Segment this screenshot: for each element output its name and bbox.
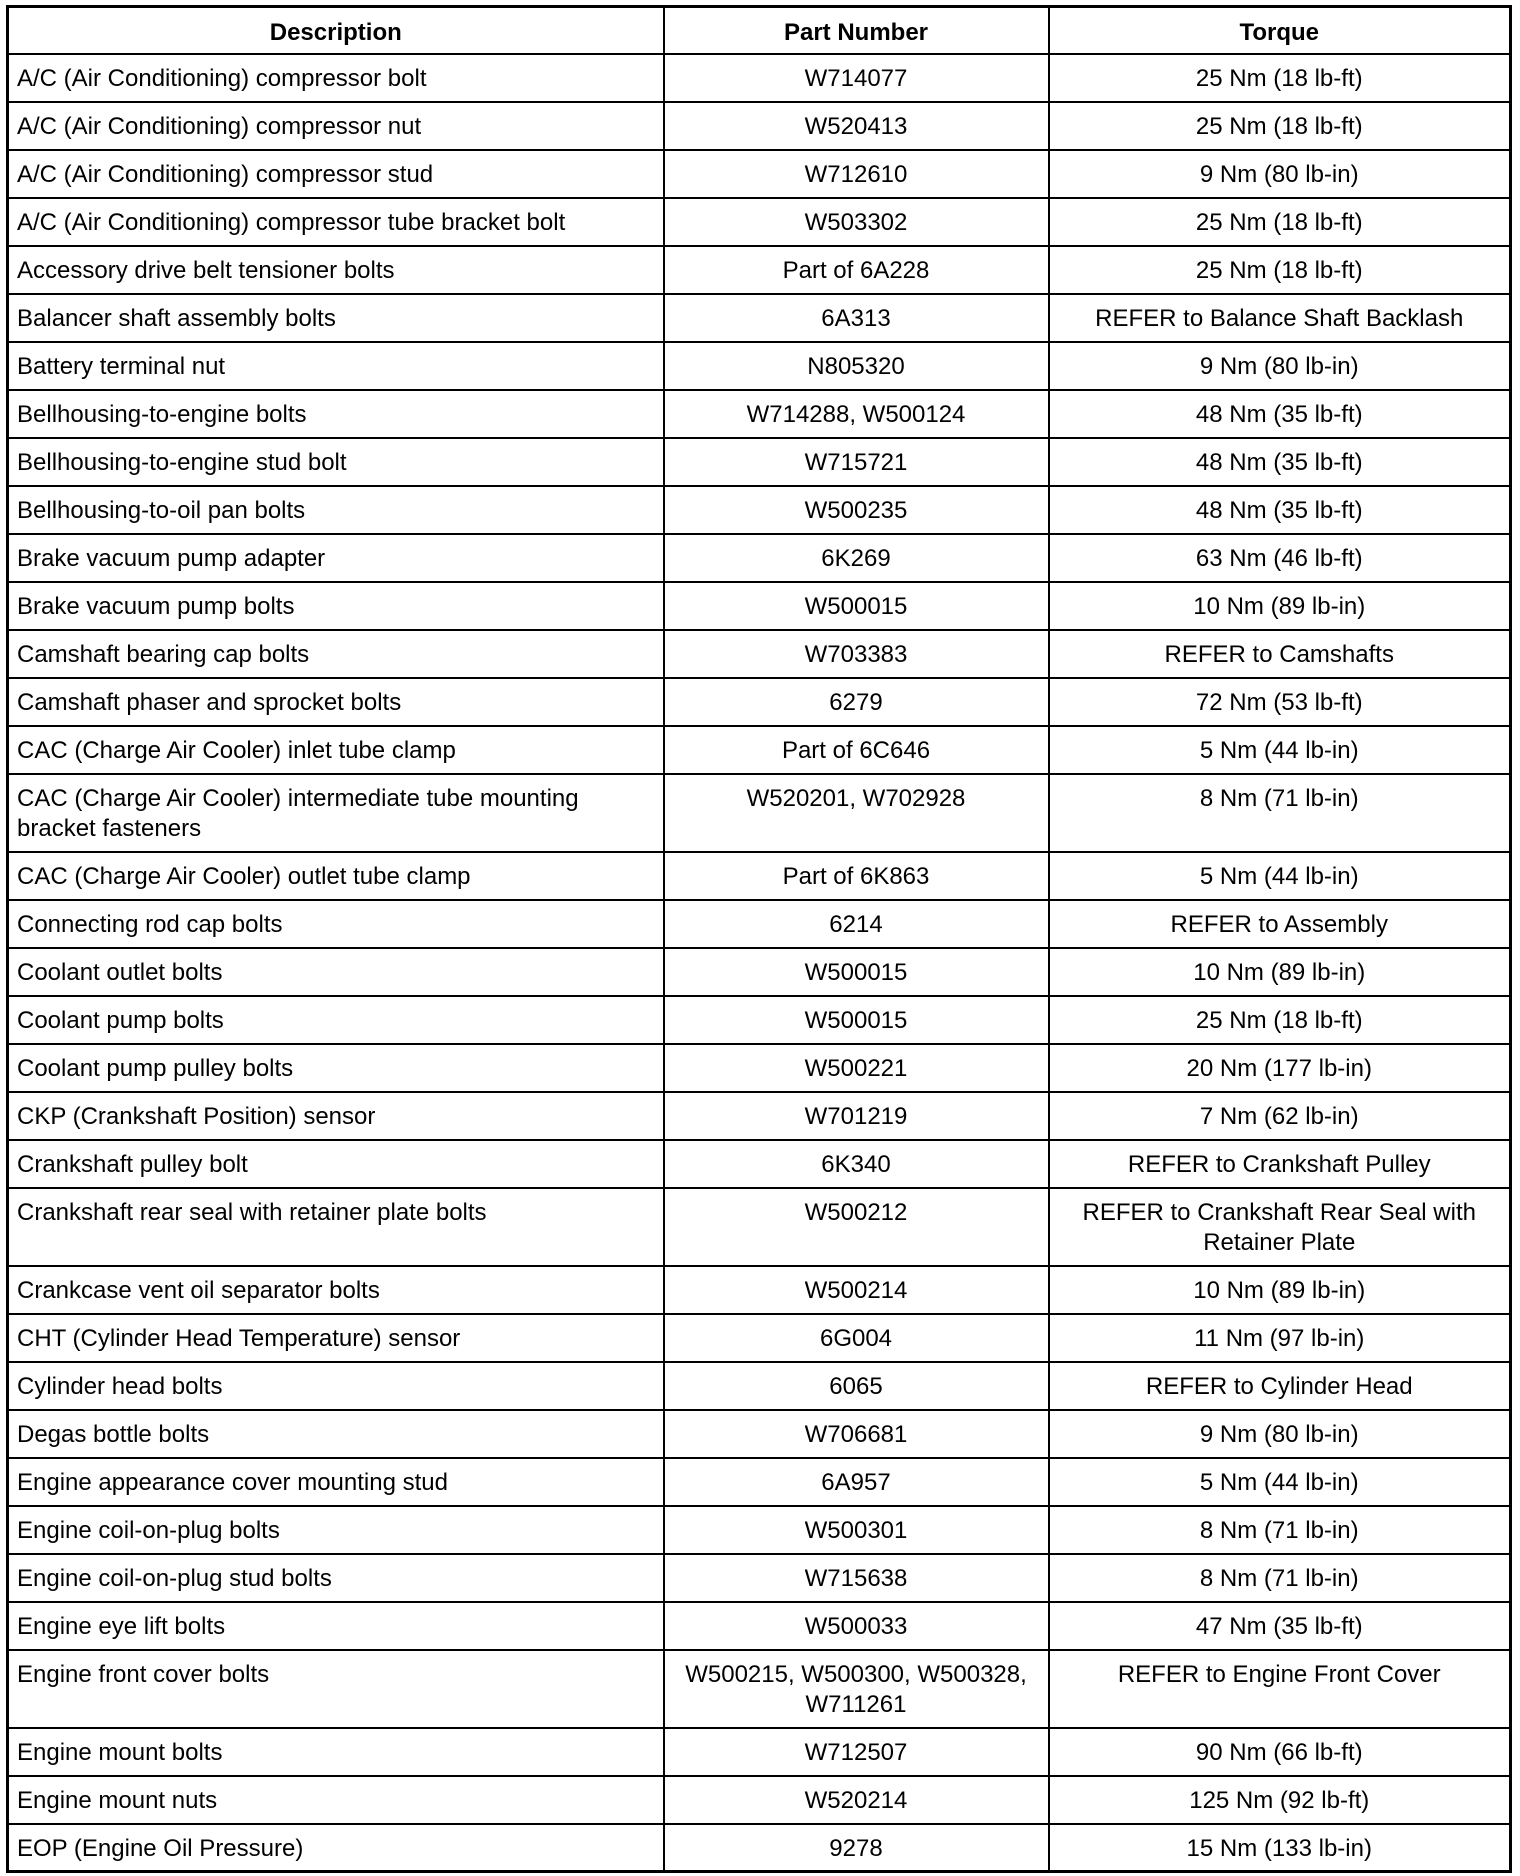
part-number-cell: W520201, W702928 xyxy=(664,774,1049,852)
part-number-cell: W714077 xyxy=(664,54,1049,102)
table-row xyxy=(8,1092,1511,1140)
part-number-cell: W500212 xyxy=(664,1188,1049,1266)
part-number-cell: W500301 xyxy=(664,1506,1049,1554)
table-row xyxy=(8,1776,1511,1824)
torque-spec-sheet xyxy=(6,5,1509,1873)
table-row xyxy=(8,246,1511,294)
table-row xyxy=(8,1410,1511,1458)
part-number-cell: W715721 xyxy=(664,438,1049,486)
part-number-cell: W500033 xyxy=(664,1602,1049,1650)
part-number-cell: 6A313 xyxy=(664,294,1049,342)
torque-cell: 5 Nm (44 lb-in) xyxy=(1049,726,1511,774)
description-cell: CHT (Cylinder Head Temperature) sensor xyxy=(8,1314,664,1362)
description-cell: Coolant pump bolts xyxy=(8,996,664,1044)
part-number-cell: W520214 xyxy=(664,1776,1049,1824)
torque-cell: REFER to Cylinder Head xyxy=(1049,1362,1511,1410)
table-row xyxy=(8,198,1511,246)
torque-cell: REFER to Balance Shaft Backlash xyxy=(1049,294,1511,342)
table-row xyxy=(8,54,1511,102)
table-row xyxy=(8,438,1511,486)
table-row xyxy=(8,1044,1511,1092)
table-row xyxy=(8,1554,1511,1602)
part-number-cell: W500215, W500300, W500328, W711261 xyxy=(664,1650,1049,1728)
torque-cell: REFER to Camshafts xyxy=(1049,630,1511,678)
table-row xyxy=(8,726,1511,774)
part-number-cell: 6214 xyxy=(664,900,1049,948)
part-number-cell: W715638 xyxy=(664,1554,1049,1602)
part-number-cell: W500015 xyxy=(664,948,1049,996)
table-row xyxy=(8,102,1511,150)
description-cell: Engine appearance cover mounting stud xyxy=(8,1458,664,1506)
description-cell: CAC (Charge Air Cooler) intermediate tube mounting bracket fasteners xyxy=(8,774,664,852)
torque-cell: 10 Nm (89 lb-in) xyxy=(1049,948,1511,996)
table-row xyxy=(8,150,1511,198)
torque-cell: 72 Nm (53 lb-ft) xyxy=(1049,678,1511,726)
table-row xyxy=(8,678,1511,726)
torque-cell: 8 Nm (71 lb-in) xyxy=(1049,1506,1511,1554)
torque-cell: 48 Nm (35 lb-ft) xyxy=(1049,438,1511,486)
table-row xyxy=(8,630,1511,678)
torque-cell: 90 Nm (66 lb-ft) xyxy=(1049,1728,1511,1776)
description-cell: Connecting rod cap bolts xyxy=(8,900,664,948)
torque-cell: REFER to Crankshaft Rear Seal with Retainer Plate xyxy=(1049,1188,1511,1266)
part-number-cell: W714288, W500124 xyxy=(664,390,1049,438)
description-cell: Bellhousing-to-engine bolts xyxy=(8,390,664,438)
torque-cell: REFER to Engine Front Cover xyxy=(1049,1650,1511,1728)
torque-cell: 48 Nm (35 lb-ft) xyxy=(1049,390,1511,438)
description-cell: Balancer shaft assembly bolts xyxy=(8,294,664,342)
torque-cell: 9 Nm (80 lb-in) xyxy=(1049,1410,1511,1458)
description-cell: CKP (Crankshaft Position) sensor xyxy=(8,1092,664,1140)
description-cell: Coolant outlet bolts xyxy=(8,948,664,996)
torque-cell: 8 Nm (71 lb-in) xyxy=(1049,774,1511,852)
part-number-cell: 6G004 xyxy=(664,1314,1049,1362)
part-number-cell: W706681 xyxy=(664,1410,1049,1458)
header-row xyxy=(8,7,1511,54)
table-row xyxy=(8,294,1511,342)
description-cell: Engine eye lift bolts xyxy=(8,1602,664,1650)
description-cell: A/C (Air Conditioning) compressor tube bracket bolt xyxy=(8,198,664,246)
table-row xyxy=(8,1362,1511,1410)
part-number-cell: W500221 xyxy=(664,1044,1049,1092)
table-header xyxy=(8,7,1511,54)
column-header-part-number: Part Number xyxy=(664,7,1049,54)
table-row xyxy=(8,1140,1511,1188)
part-number-cell: 6065 xyxy=(664,1362,1049,1410)
table-row xyxy=(8,996,1511,1044)
table-row xyxy=(8,1650,1511,1728)
description-cell: Engine coil-on-plug stud bolts xyxy=(8,1554,664,1602)
torque-cell: REFER to Assembly xyxy=(1049,900,1511,948)
description-cell: Bellhousing-to-engine stud bolt xyxy=(8,438,664,486)
description-cell: Battery terminal nut xyxy=(8,342,664,390)
description-cell: Accessory drive belt tensioner bolts xyxy=(8,246,664,294)
torque-cell: 10 Nm (89 lb-in) xyxy=(1049,1266,1511,1314)
table-row xyxy=(8,1314,1511,1362)
description-cell: A/C (Air Conditioning) compressor bolt xyxy=(8,54,664,102)
part-number-cell: 6A957 xyxy=(664,1458,1049,1506)
description-cell: Bellhousing-to-oil pan bolts xyxy=(8,486,664,534)
description-cell: Brake vacuum pump adapter xyxy=(8,534,664,582)
torque-cell: 25 Nm (18 lb-ft) xyxy=(1049,996,1511,1044)
torque-cell: 11 Nm (97 lb-in) xyxy=(1049,1314,1511,1362)
part-number-cell: W703383 xyxy=(664,630,1049,678)
part-number-cell: Part of 6K863 xyxy=(664,852,1049,900)
table-row xyxy=(8,1188,1511,1266)
table-row xyxy=(8,948,1511,996)
torque-cell: 10 Nm (89 lb-in) xyxy=(1049,582,1511,630)
part-number-cell: W503302 xyxy=(664,198,1049,246)
torque-cell: 8 Nm (71 lb-in) xyxy=(1049,1554,1511,1602)
description-cell: EOP (Engine Oil Pressure) xyxy=(8,1824,664,1872)
torque-cell: 7 Nm (62 lb-in) xyxy=(1049,1092,1511,1140)
torque-cell: 25 Nm (18 lb-ft) xyxy=(1049,102,1511,150)
table-row xyxy=(8,900,1511,948)
description-cell: Crankshaft pulley bolt xyxy=(8,1140,664,1188)
description-cell: Camshaft bearing cap bolts xyxy=(8,630,664,678)
description-cell: Engine mount bolts xyxy=(8,1728,664,1776)
table-row xyxy=(8,342,1511,390)
description-cell: Engine mount nuts xyxy=(8,1776,664,1824)
description-cell: Coolant pump pulley bolts xyxy=(8,1044,664,1092)
description-cell: Engine coil-on-plug bolts xyxy=(8,1506,664,1554)
part-number-cell: 6279 xyxy=(664,678,1049,726)
table-row xyxy=(8,582,1511,630)
description-cell: Crankshaft rear seal with retainer plate bolts xyxy=(8,1188,664,1266)
part-number-cell: W500235 xyxy=(664,486,1049,534)
part-number-cell: W500015 xyxy=(664,582,1049,630)
torque-cell: 5 Nm (44 lb-in) xyxy=(1049,852,1511,900)
torque-cell: 25 Nm (18 lb-ft) xyxy=(1049,246,1511,294)
table-row xyxy=(8,1824,1511,1872)
part-number-cell: 6K269 xyxy=(664,534,1049,582)
description-cell: CAC (Charge Air Cooler) outlet tube clamp xyxy=(8,852,664,900)
torque-cell: 48 Nm (35 lb-ft) xyxy=(1049,486,1511,534)
column-header-torque: Torque xyxy=(1049,7,1511,54)
table-row xyxy=(8,390,1511,438)
description-cell: Engine front cover bolts xyxy=(8,1650,664,1728)
description-cell: Degas bottle bolts xyxy=(8,1410,664,1458)
part-number-cell: N805320 xyxy=(664,342,1049,390)
description-cell: A/C (Air Conditioning) compressor nut xyxy=(8,102,664,150)
part-number-cell: W712610 xyxy=(664,150,1049,198)
part-number-cell: Part of 6A228 xyxy=(664,246,1049,294)
part-number-cell: Part of 6C646 xyxy=(664,726,1049,774)
part-number-cell: W712507 xyxy=(664,1728,1049,1776)
table-row xyxy=(8,852,1511,900)
torque-spec-table xyxy=(6,5,1512,1873)
part-number-cell: W500214 xyxy=(664,1266,1049,1314)
torque-cell: 9 Nm (80 lb-in) xyxy=(1049,150,1511,198)
torque-cell: 9 Nm (80 lb-in) xyxy=(1049,342,1511,390)
torque-cell: 125 Nm (92 lb-ft) xyxy=(1049,1776,1511,1824)
torque-cell: 63 Nm (46 lb-ft) xyxy=(1049,534,1511,582)
description-cell: A/C (Air Conditioning) compressor stud xyxy=(8,150,664,198)
table-row xyxy=(8,534,1511,582)
torque-cell: 25 Nm (18 lb-ft) xyxy=(1049,198,1511,246)
torque-cell: 47 Nm (35 lb-ft) xyxy=(1049,1602,1511,1650)
table-row xyxy=(8,1602,1511,1650)
table-row xyxy=(8,1266,1511,1314)
torque-cell: REFER to Crankshaft Pulley xyxy=(1049,1140,1511,1188)
table-row xyxy=(8,1728,1511,1776)
part-number-cell: W701219 xyxy=(664,1092,1049,1140)
table-body xyxy=(8,54,1511,1872)
torque-cell: 20 Nm (177 lb-in) xyxy=(1049,1044,1511,1092)
torque-cell: 5 Nm (44 lb-in) xyxy=(1049,1458,1511,1506)
description-cell: Camshaft phaser and sprocket bolts xyxy=(8,678,664,726)
description-cell: CAC (Charge Air Cooler) inlet tube clamp xyxy=(8,726,664,774)
table-row xyxy=(8,1506,1511,1554)
column-header-description: Description xyxy=(8,7,664,54)
part-number-cell: W500015 xyxy=(664,996,1049,1044)
part-number-cell: 6K340 xyxy=(664,1140,1049,1188)
description-cell: Crankcase vent oil separator bolts xyxy=(8,1266,664,1314)
table-row xyxy=(8,486,1511,534)
description-cell: Cylinder head bolts xyxy=(8,1362,664,1410)
description-cell: Brake vacuum pump bolts xyxy=(8,582,664,630)
part-number-cell: W520413 xyxy=(664,102,1049,150)
table-row xyxy=(8,1458,1511,1506)
torque-cell: 15 Nm (133 lb-in) xyxy=(1049,1824,1511,1872)
table-row xyxy=(8,774,1511,852)
part-number-cell: 9278 xyxy=(664,1824,1049,1872)
torque-cell: 25 Nm (18 lb-ft) xyxy=(1049,54,1511,102)
